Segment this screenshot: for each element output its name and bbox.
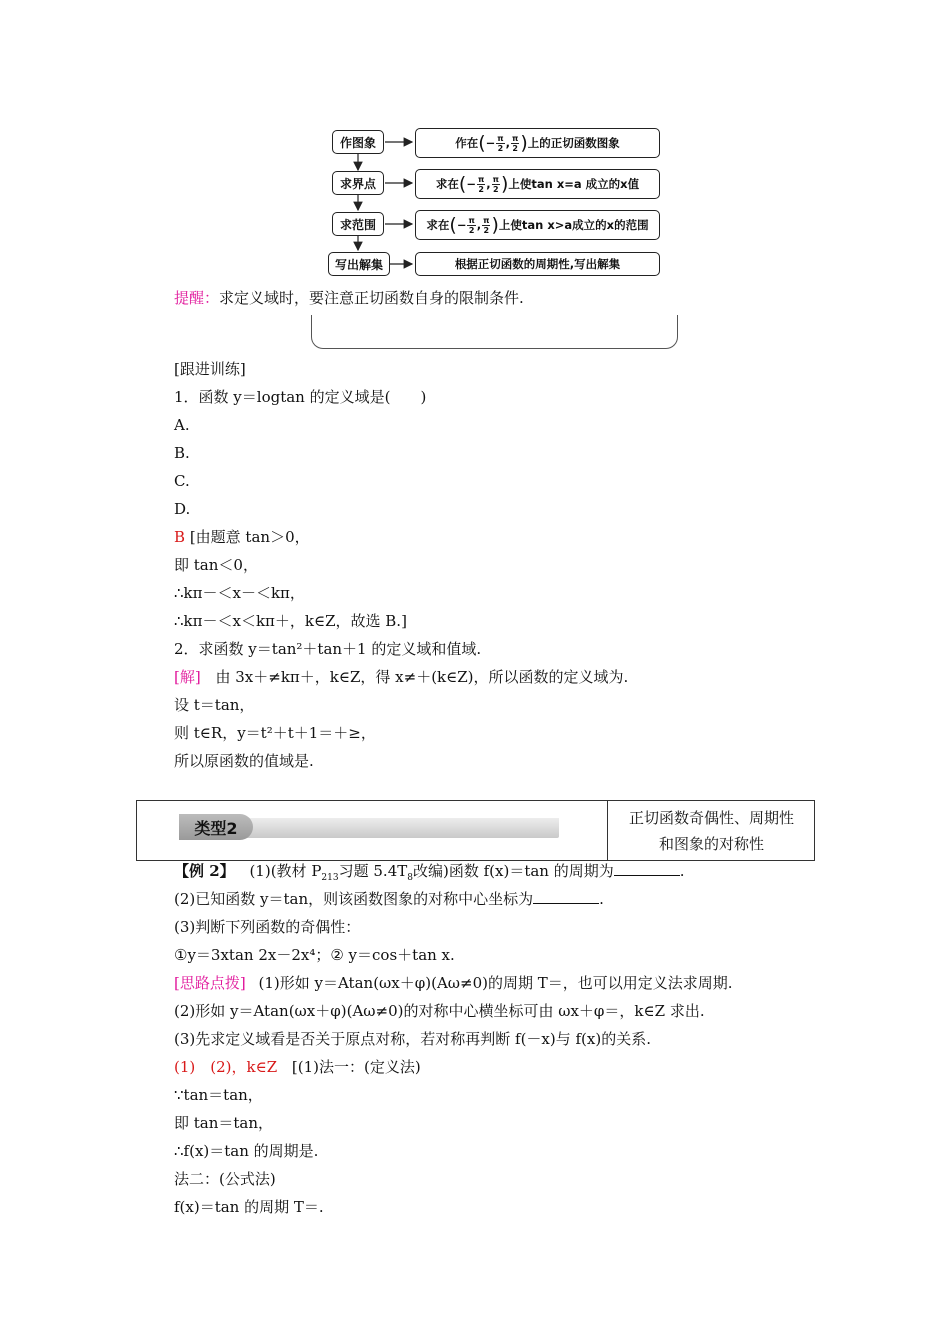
answer-1-line-4: ∴kπ－＜x＜kπ＋，k∈Z，故选 B.]: [174, 612, 407, 630]
example-question-3: (3)判断下列函数的奇偶性：: [174, 918, 361, 936]
tip-label: 提醒：: [174, 289, 220, 307]
option-b: B.: [174, 444, 190, 462]
option-c: C.: [174, 472, 190, 490]
flow-detail-2: 求在 ( − $\frac{\pi}{2}$ , $\frac{\pi}{2}$ ) 上使tan x=a 成立的x值: [415, 169, 660, 199]
example-answer-line-4: ∴f(x)＝tan 的周期是.: [174, 1142, 319, 1160]
solution-line-3: 则 t∈R，y＝t²＋t＋1＝＋≥，: [174, 724, 376, 742]
answer-1-text: [由题意 tan＞0，: [189, 528, 310, 546]
example-q1-sub2: 8: [407, 873, 413, 883]
solution-text: 由 3x＋≠kπ＋，k∈Z，得 x≠＋(k∈Z)，所以函数的定义域为.: [215, 668, 629, 686]
example-label: 【例 2】: [174, 862, 235, 880]
example-answer-line-3: 即 tan＝tan，: [174, 1114, 274, 1132]
option-d: D.: [174, 500, 191, 518]
flow-step-find-boundary: 求界点: [332, 171, 384, 195]
flow-step-find-range: 求范围: [332, 212, 384, 236]
practice-heading: [跟进训练]: [174, 360, 246, 378]
type-header: [136, 800, 815, 861]
example-q2-end: .: [599, 890, 604, 908]
answer-1-line-3: ∴kπ－＜x－＜kπ，: [174, 584, 305, 602]
example-q1-mid: 习题 5.4T: [338, 862, 408, 880]
answer-blank-1: [614, 861, 680, 876]
flow-step-draw-graph: 作图象: [332, 130, 384, 154]
solution-line-2: 设 t＝tan，: [174, 696, 255, 714]
practice-question-2: 2．求函数 y＝tan²＋tan＋1 的定义域和值域.: [174, 640, 482, 658]
example-q1-sub: 213: [321, 873, 339, 883]
example-q1-pre: (1)(教材 P: [249, 862, 322, 880]
example-answer-line-5: 法二：(公式法): [174, 1170, 276, 1188]
answer-1-line-2: 即 tan＜0，: [174, 556, 258, 574]
tip-text: 求定义域时，要注意正切函数自身的限制条件.: [219, 289, 524, 307]
flowchart: [0, 0, 950, 290]
flow-detail-3: 求在 ( − $\frac{\pi}{2}$ , $\frac{\pi}{2}$ ) 上使tan x>a成立的x的范围: [415, 210, 660, 240]
flow-detail-4: 根据正切函数的周期性,写出解集: [415, 252, 660, 276]
solution-line-4: 所以原函数的值域是.: [174, 752, 314, 770]
hint-text-1: (1)形如 y＝Atan(ωx＋φ)(Aω≠0)的周期 T＝，也可以用定义法求周期.: [258, 974, 733, 992]
tip-line: [174, 287, 524, 309]
flow-step-write-solution: 写出解集: [328, 252, 390, 276]
example-question-3-items: ①y＝3xtan 2x－2x⁴；② y＝cos＋tan x.: [174, 946, 455, 964]
flow-detail-1: 作在 ( − $\frac{\pi}{2}$ , $\frac{\pi}{2}$ ) 上的正切函数图象: [415, 128, 660, 158]
example-answer-line-1: [174, 1056, 421, 1078]
option-a: A.: [174, 416, 190, 434]
answer-blank-2: [533, 889, 599, 904]
answer-1-line-1: [174, 526, 310, 548]
example-q1-end: .: [679, 862, 685, 880]
example-q2-text: (2)已知函数 y＝tan，则该函数图象的对称中心坐标为: [174, 890, 534, 908]
hint-line-2: (2)形如 y＝Atan(ωx＋φ)(Aω≠0)的对称中心横坐标可由 ωx＋φ＝，k∈Z 求出.: [174, 1002, 705, 1020]
type-topic-line-1: 正切函数奇偶性、周期性: [628, 808, 794, 827]
tip-frame: [311, 315, 678, 349]
hint-line-3: (3)先求定义域看是否关于原点对称，若对称再判断 f(－x)与 f(x)的关系.: [174, 1030, 651, 1048]
practice-question-1: 1．函数 y＝logtan 的定义域是( ): [174, 388, 427, 406]
example-question-2: [174, 888, 604, 910]
example-answer-line-6: f(x)＝tan 的周期 T＝.: [174, 1198, 324, 1216]
example-answer-red: (1) (2)，k∈Z: [174, 1058, 278, 1076]
example-answer-rest: [(1)法一：(定义法): [291, 1058, 421, 1076]
example-q1-post: 改编)函数 f(x)＝tan 的周期为: [412, 862, 614, 880]
example-answer-line-2: ∵tan＝tan，: [174, 1086, 263, 1104]
type-topic: [609, 801, 814, 860]
solution-label: [解]: [174, 668, 201, 686]
type-divider: [607, 801, 608, 860]
solution-line-1: [174, 666, 628, 688]
hint-line-1: [174, 972, 733, 994]
hint-label: [思路点拨]: [174, 974, 246, 992]
type-badge: 类型2: [179, 814, 253, 840]
example-question-1: [174, 860, 685, 889]
type-topic-line-2: 和图象的对称性: [658, 834, 764, 853]
answer-letter: B: [174, 528, 186, 546]
